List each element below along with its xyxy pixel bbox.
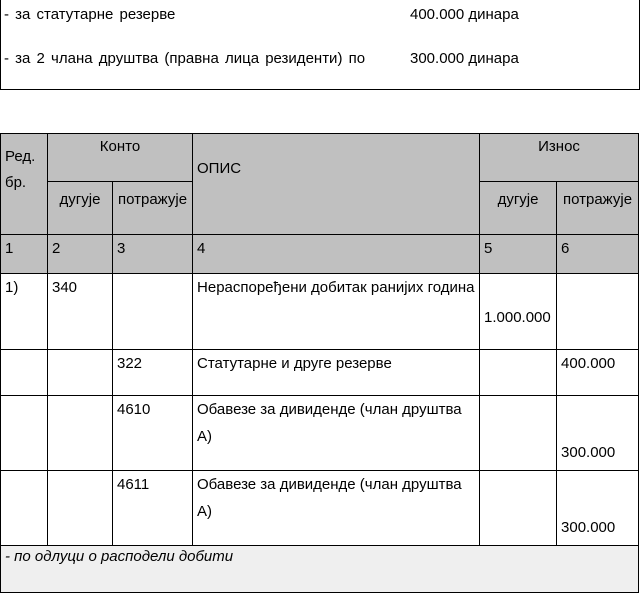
row-red-br: [1, 471, 48, 546]
column-number: 3: [113, 235, 193, 274]
row-opis: Нераспоређени добитак ранијих година: [193, 274, 480, 350]
members-label: - за 2 члана друштва (правна лица резиденти) по: [4, 50, 366, 67]
row-iznos-duguje: [480, 396, 557, 471]
row-konto-potrazuje: 322: [113, 350, 193, 396]
column-number: 2: [48, 235, 113, 274]
row-iznos-duguje: 1.000.000: [480, 274, 557, 350]
row-red-br: [1, 396, 48, 471]
table-row: [1, 274, 639, 350]
row-opis: Статутарне и друге резерве: [193, 350, 480, 396]
column-number: 5: [480, 235, 557, 274]
row-iznos-potrazuje: 300.000: [557, 471, 639, 546]
footer-row: [1, 546, 639, 593]
row-iznos-potrazuje: 300.000: [557, 396, 639, 471]
row-red-br: 1): [1, 274, 48, 350]
header-row-top: [1, 134, 639, 182]
table-row: [1, 396, 639, 471]
row-iznos-potrazuje: [557, 274, 639, 350]
table-row: [1, 471, 639, 546]
row-konto-duguje: 340: [48, 274, 113, 350]
row-konto-duguje: [48, 350, 113, 396]
row-iznos-duguje: [480, 471, 557, 546]
header-opis: ОПИС: [193, 134, 480, 235]
header-iznos: Износ: [480, 134, 639, 182]
statutory-reserve-amount: 400.000 динара: [410, 6, 519, 23]
row-konto-duguje: [48, 396, 113, 471]
row-opis: Обавезе за дивиденде (члан друштва А): [193, 396, 480, 471]
row-opis: Обавезе за дивиденде (члан друштва А): [193, 471, 480, 546]
journal-entry-table: [0, 133, 639, 593]
row-konto-potrazuje: [113, 274, 193, 350]
header-konto-potrazuje: потражује: [113, 182, 193, 235]
column-number: 4: [193, 235, 480, 274]
header-iznos-duguje: дугује: [480, 182, 557, 235]
header-konto-duguje: дугује: [48, 182, 113, 235]
allocation-summary-box: [0, 0, 640, 90]
row-iznos-potrazuje: 400.000: [557, 350, 639, 396]
header-red-br: Ред. бр.: [1, 134, 48, 235]
row-konto-potrazuje: 4610: [113, 396, 193, 471]
footer-note: - по одлуци о расподели добити: [1, 546, 639, 593]
row-red-br: [1, 350, 48, 396]
row-konto-potrazuje: 4611: [113, 471, 193, 546]
header-iznos-potrazuje: потражује: [557, 182, 639, 235]
column-number: 1: [1, 235, 48, 274]
statutory-reserve-label: - за статутарне резерве: [4, 6, 176, 23]
members-amount: 300.000 динара: [410, 50, 519, 67]
column-number: 6: [557, 235, 639, 274]
row-iznos-duguje: [480, 350, 557, 396]
header-konto: Конто: [48, 134, 193, 182]
table-row: [1, 350, 639, 396]
row-konto-duguje: [48, 471, 113, 546]
column-number-row: [1, 235, 639, 274]
